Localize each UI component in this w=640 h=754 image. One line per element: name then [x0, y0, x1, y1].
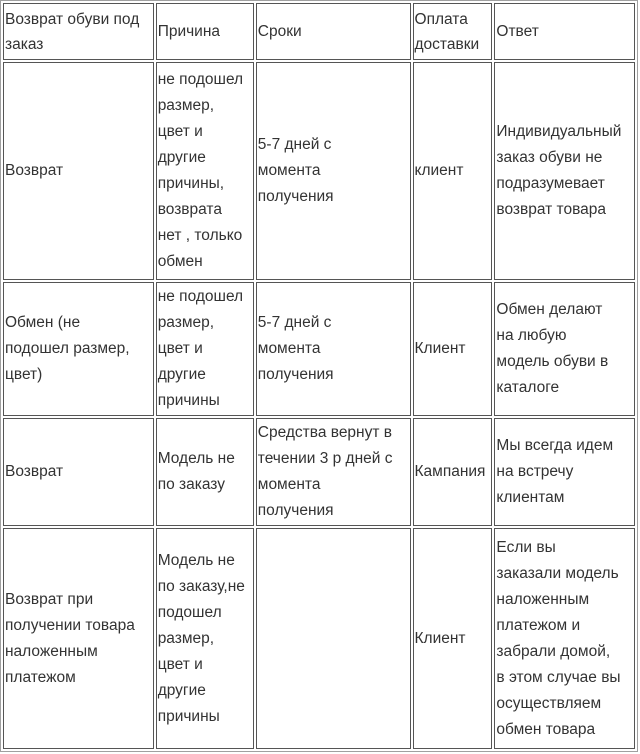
- cell-answer: Если вы заказали модель наложенным платежом и забрали домой, в этом случае вы осуществляем обмен товара: [494, 528, 635, 749]
- cell-return-type: Возврат: [3, 62, 154, 279]
- cell-reason: не подошел размер, цвет и другие причины, возврата нет , только обмен: [156, 62, 254, 279]
- cell-answer: Обмен делают на любую модель обуви в каталоге: [494, 282, 635, 417]
- table-row: [3, 62, 635, 279]
- cell-return-type: Возврат: [3, 418, 154, 526]
- cell-reason: Модель не по заказу: [156, 418, 254, 526]
- table-header-row: [3, 3, 635, 60]
- cell-terms: 5-7 дней с момента получения: [256, 282, 411, 417]
- cell-answer: Мы всегда идем на встречу клиентам: [494, 418, 635, 526]
- header-return-type: Возврат обуви под заказ: [3, 3, 154, 60]
- table-row: [3, 282, 635, 417]
- cell-terms: 5-7 дней с момента получения: [256, 62, 411, 279]
- cell-delivery-payment: Клиент: [413, 528, 493, 749]
- cell-return-type: Возврат при получении товара наложенным платежом: [3, 528, 154, 749]
- cell-delivery-payment: Кампания: [413, 418, 493, 526]
- header-delivery-payment: Оплата доставки: [413, 3, 493, 60]
- cell-delivery-payment: клиент: [413, 62, 493, 279]
- cell-delivery-payment: Клиент: [413, 282, 493, 417]
- header-terms: Сроки: [256, 3, 411, 60]
- table-row: [3, 528, 635, 749]
- header-answer: Ответ: [494, 3, 635, 60]
- cell-answer: Индивидуальный заказ обуви не подразумевает возврат товара: [494, 62, 635, 279]
- header-reason: Причина: [156, 3, 254, 60]
- cell-reason: Модель не по заказу,не подошел размер, цвет и другие причины: [156, 528, 254, 749]
- cell-reason: не подошел размер, цвет и другие причины: [156, 282, 254, 417]
- cell-terms: [256, 528, 411, 749]
- cell-terms: Средства вернут в течении 3 р дней с момента получения: [256, 418, 411, 526]
- cell-return-type: Обмен (не подошел размер, цвет): [3, 282, 154, 417]
- table-row: [3, 418, 635, 526]
